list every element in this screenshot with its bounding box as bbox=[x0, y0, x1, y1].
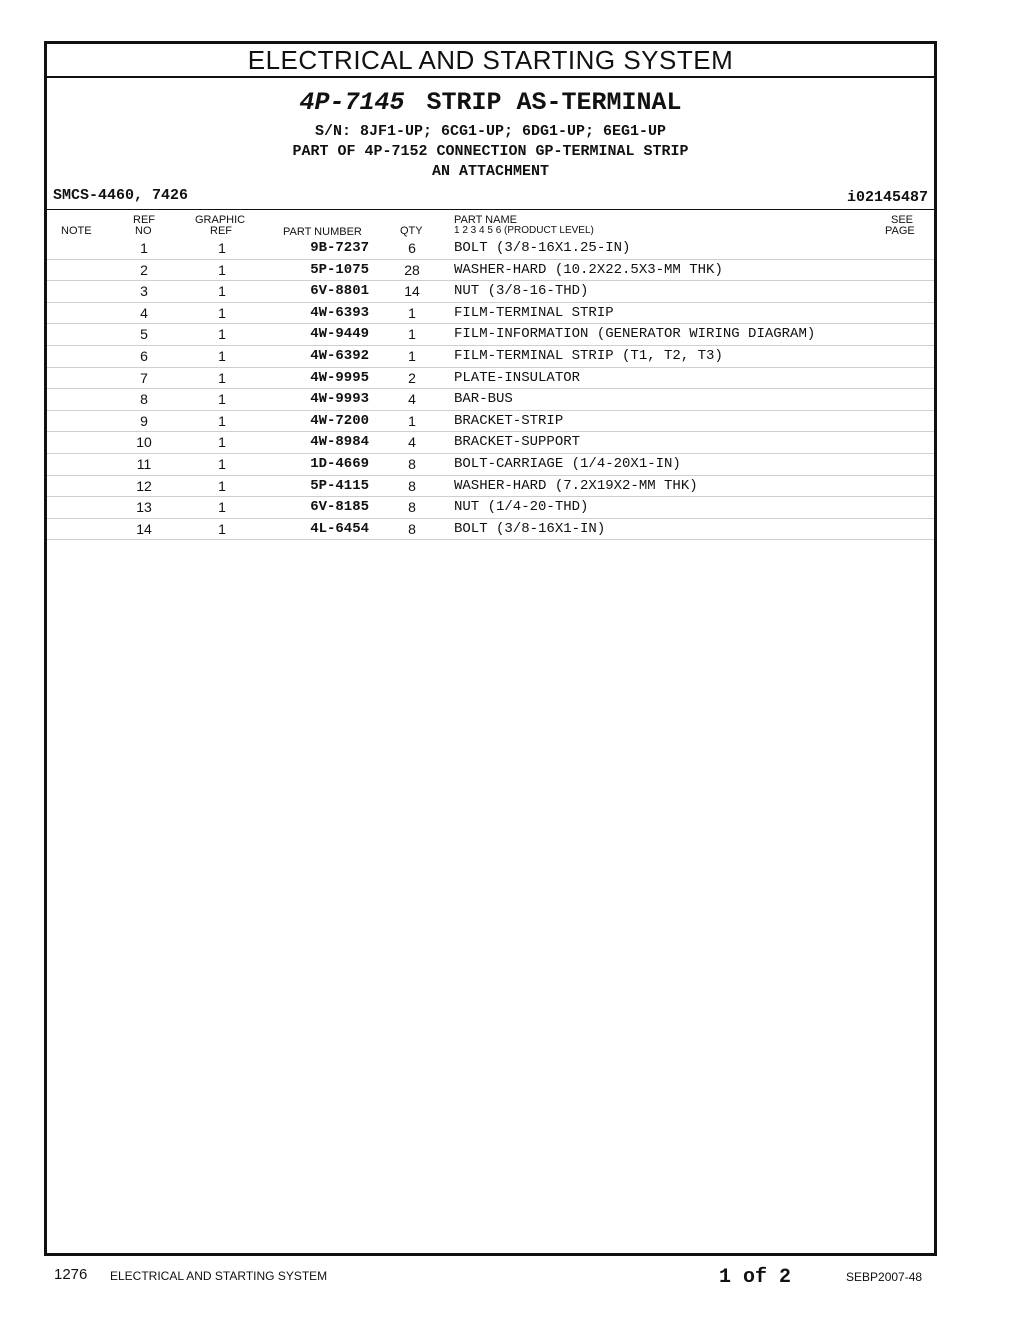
table-row bbox=[47, 346, 934, 368]
qty-cell: 4 bbox=[408, 434, 416, 451]
part-number-cell: 4W-6393 bbox=[310, 304, 369, 321]
attachment-line: AN ATTACHMENT bbox=[431, 163, 550, 180]
part-number-cell: 5P-4115 bbox=[310, 477, 369, 494]
table-row bbox=[47, 260, 934, 282]
qty-cell: 1 bbox=[408, 412, 416, 429]
smcs-code: SMCS-4460, 7426 bbox=[53, 187, 189, 204]
ref-no-cell: 8 bbox=[140, 391, 148, 408]
parts-table bbox=[47, 238, 934, 540]
col-part-name: PART NAME bbox=[454, 214, 517, 226]
ref-no-cell: 12 bbox=[136, 477, 152, 494]
header-divider bbox=[47, 209, 934, 210]
qty-cell: 8 bbox=[408, 499, 416, 516]
qty-cell: 14 bbox=[404, 283, 420, 300]
table-row bbox=[47, 411, 934, 433]
qty-cell: 28 bbox=[404, 261, 420, 278]
ref-no-cell: 11 bbox=[136, 455, 152, 472]
footer-section: ELECTRICAL AND STARTING SYSTEM bbox=[110, 1269, 328, 1283]
part-of-line: PART OF 4P-7152 CONNECTION GP-TERMINAL STRIP bbox=[292, 143, 689, 160]
ref-no-cell: 5 bbox=[140, 326, 148, 343]
part-number-cell: 4L-6454 bbox=[310, 520, 369, 537]
table-row bbox=[47, 324, 934, 346]
page-frame bbox=[44, 41, 937, 1256]
ref-no-cell: 13 bbox=[136, 499, 152, 516]
doc-id: SEBP2007-48 bbox=[846, 1270, 923, 1284]
ref-no-cell: 1 bbox=[140, 240, 148, 256]
graphic-ref-cell: 1 bbox=[218, 326, 226, 343]
part-number-title: 4P-7145 bbox=[299, 88, 405, 117]
graphic-ref-cell: 1 bbox=[218, 434, 226, 451]
col-part-number: PART NUMBER bbox=[283, 226, 362, 238]
part-name-cell: BOLT (3/8-16X1-IN) bbox=[454, 520, 606, 537]
qty-cell: 6 bbox=[408, 240, 416, 256]
graphic-ref-cell: 1 bbox=[218, 304, 226, 321]
ref-no-cell: 14 bbox=[136, 520, 152, 537]
table-row bbox=[47, 238, 934, 260]
qty-cell: 2 bbox=[408, 369, 416, 386]
table-row bbox=[47, 454, 934, 476]
table-row bbox=[47, 476, 934, 498]
part-number-cell: 4W-9993 bbox=[310, 391, 369, 408]
graphic-ref-cell: 1 bbox=[218, 455, 226, 472]
part-name-cell: FILM-INFORMATION (GENERATOR WIRING DIAGRAM) bbox=[454, 326, 816, 343]
page-footer bbox=[0, 1262, 1020, 1292]
ref-no-cell: 7 bbox=[140, 369, 148, 386]
part-number-cell: 5P-1075 bbox=[310, 261, 369, 278]
col-qty: QTY bbox=[400, 225, 423, 237]
ref-no-cell: 6 bbox=[140, 347, 148, 364]
part-title-line bbox=[47, 88, 934, 118]
qty-cell: 1 bbox=[408, 347, 416, 364]
qty-cell: 8 bbox=[408, 477, 416, 494]
graphic-ref-cell: 1 bbox=[218, 283, 226, 300]
part-name-cell: BRACKET-STRIP bbox=[454, 412, 564, 429]
part-name-cell: NUT (1/4-20-THD) bbox=[454, 499, 589, 516]
column-headers bbox=[47, 214, 934, 238]
graphic-ref-cell: 1 bbox=[218, 369, 226, 386]
part-name-cell: WASHER-HARD (7.2X19X2-MM THK) bbox=[454, 477, 698, 494]
graphic-ref-cell: 1 bbox=[218, 347, 226, 364]
part-name-cell: WASHER-HARD (10.2X22.5X3-MM THK) bbox=[454, 261, 723, 278]
section-title: ELECTRICAL AND STARTING SYSTEM bbox=[47, 44, 934, 78]
part-name-cell: PLATE-INSULATOR bbox=[454, 369, 581, 386]
col-ref-no-top: REF bbox=[133, 214, 155, 226]
graphic-ref-cell: 1 bbox=[218, 391, 226, 408]
part-number-cell: 4W-8984 bbox=[310, 434, 369, 451]
part-name-cell: FILM-TERMINAL STRIP bbox=[454, 304, 614, 321]
table-row bbox=[47, 303, 934, 325]
illustration-id: i02145487 bbox=[846, 189, 928, 206]
part-name-cell: BRACKET-SUPPORT bbox=[454, 434, 581, 451]
qty-cell: 4 bbox=[408, 391, 416, 408]
part-title: STRIP AS-TERMINAL bbox=[426, 88, 682, 117]
table-row bbox=[47, 281, 934, 303]
graphic-ref-cell: 1 bbox=[218, 477, 226, 494]
qty-cell: 1 bbox=[408, 304, 416, 321]
ref-no-cell: 2 bbox=[140, 261, 148, 278]
page-of: 1 of 2 bbox=[719, 1266, 792, 1289]
part-header bbox=[47, 88, 934, 182]
part-number-cell: 6V-8801 bbox=[310, 283, 369, 300]
table-row bbox=[47, 432, 934, 454]
part-number-cell: 9B-7237 bbox=[310, 240, 369, 256]
graphic-ref-cell: 1 bbox=[218, 499, 226, 516]
part-number-cell: 4W-7200 bbox=[310, 412, 369, 429]
table-row bbox=[47, 497, 934, 519]
ref-no-cell: 9 bbox=[140, 412, 148, 429]
part-number-cell: 6V-8185 bbox=[310, 499, 369, 516]
qty-cell: 8 bbox=[408, 455, 416, 472]
graphic-ref-cell: 1 bbox=[218, 412, 226, 429]
table-row bbox=[47, 519, 934, 541]
col-graphic-ref-top: GRAPHIC bbox=[195, 214, 246, 226]
meta-row bbox=[53, 187, 928, 207]
part-name-cell: NUT (3/8-16-THD) bbox=[454, 283, 589, 300]
part-name-cell: BOLT (3/8-16X1.25-IN) bbox=[454, 240, 631, 256]
qty-cell: 1 bbox=[408, 326, 416, 343]
part-number-cell: 4W-6392 bbox=[310, 347, 369, 364]
col-graphic-ref-bottom: REF bbox=[210, 225, 232, 237]
col-product-levels: 1 2 3 4 5 6 (PRODUCT LEVEL) bbox=[454, 225, 594, 236]
graphic-ref-cell: 1 bbox=[218, 261, 226, 278]
col-ref-no-bottom: NO bbox=[135, 225, 152, 237]
ref-no-cell: 4 bbox=[140, 304, 148, 321]
page-number: 1276 bbox=[54, 1266, 88, 1283]
serial-line: S/N: 8JF1-UP; 6CG1-UP; 6DG1-UP; 6EG1-UP bbox=[314, 123, 667, 140]
part-number-cell: 4W-9449 bbox=[310, 326, 369, 343]
part-name-cell: BOLT-CARRIAGE (1/4-20X1-IN) bbox=[454, 455, 681, 472]
ref-no-cell: 3 bbox=[140, 283, 148, 300]
table-row bbox=[47, 368, 934, 390]
part-number-cell: 4W-9995 bbox=[310, 369, 369, 386]
part-name-cell: BAR-BUS bbox=[454, 391, 513, 408]
table-row bbox=[47, 389, 934, 411]
ref-no-cell: 10 bbox=[136, 434, 152, 451]
col-note: NOTE bbox=[61, 225, 92, 237]
col-see-page-top: SEE bbox=[891, 214, 914, 226]
graphic-ref-cell: 1 bbox=[218, 240, 226, 256]
col-see-page-bottom: PAGE bbox=[885, 225, 915, 237]
part-name-cell: FILM-TERMINAL STRIP (T1, T2, T3) bbox=[454, 347, 723, 364]
qty-cell: 8 bbox=[408, 520, 416, 537]
graphic-ref-cell: 1 bbox=[218, 520, 226, 537]
part-number-cell: 1D-4669 bbox=[310, 455, 369, 472]
